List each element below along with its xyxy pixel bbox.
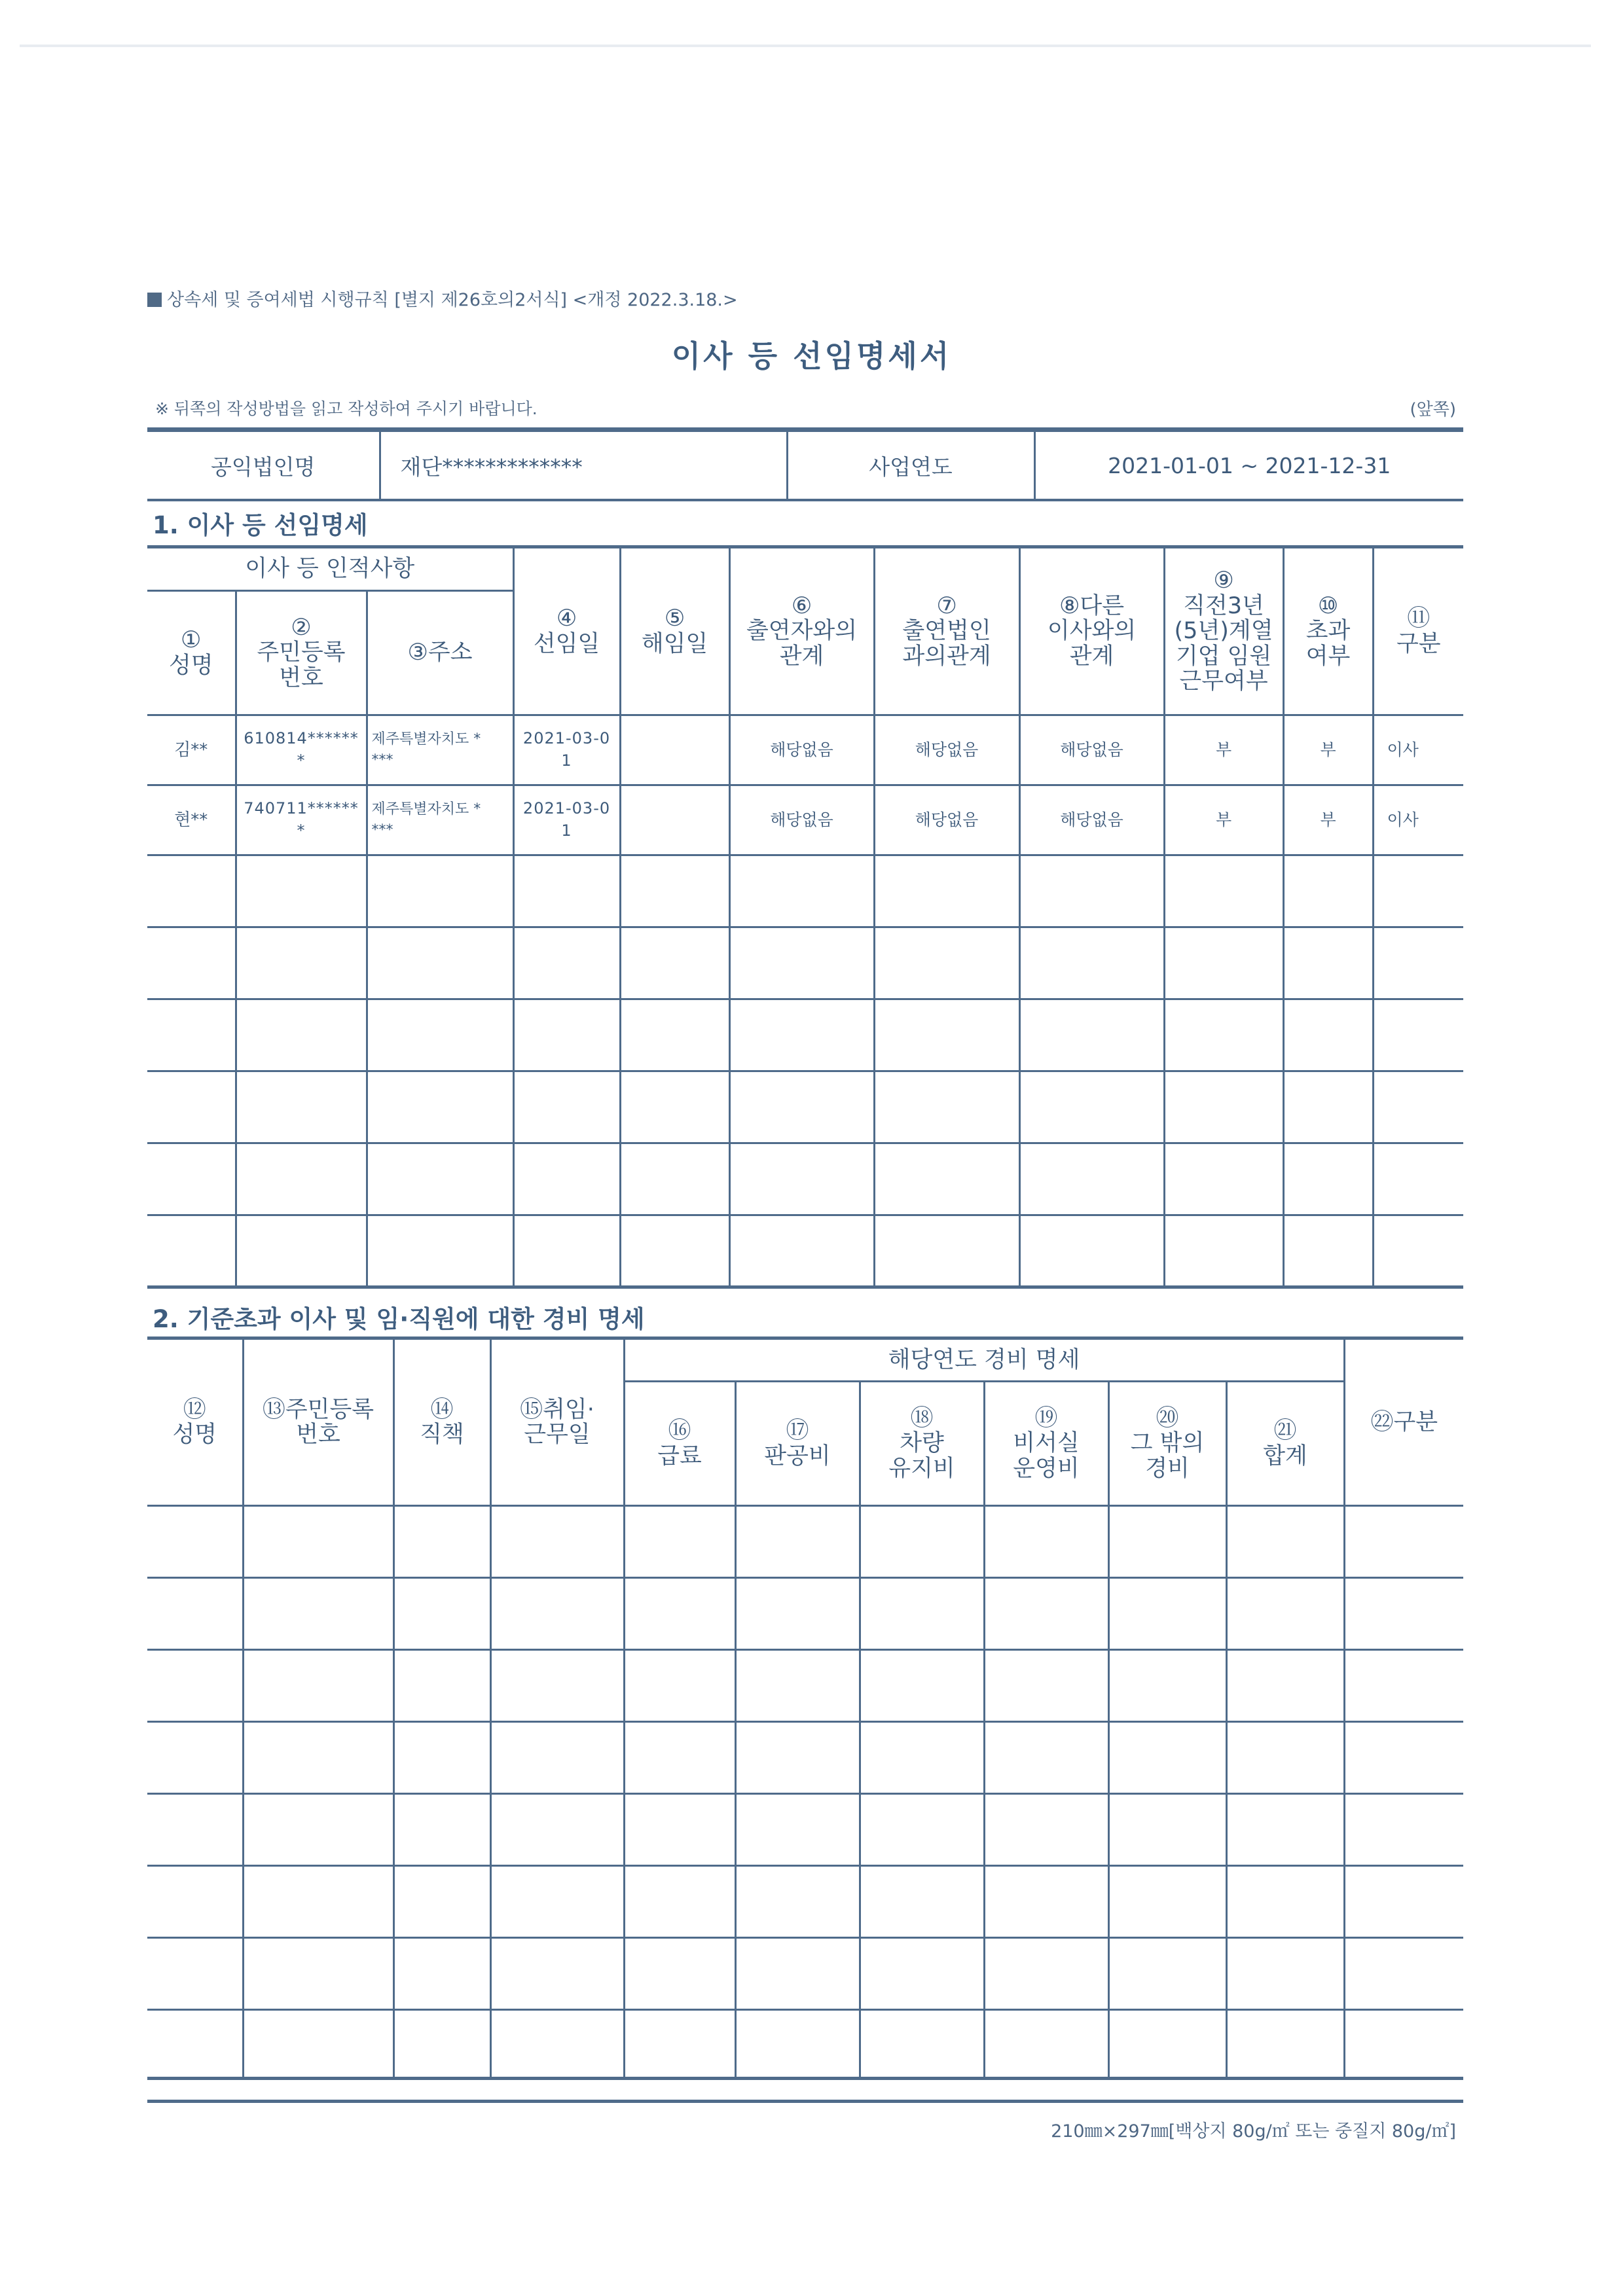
cell-excess: 부 (1283, 785, 1373, 855)
cell-relation-donor: 해당없음 (729, 715, 874, 785)
col-excess: ⑩ 초과 여부 (1283, 547, 1373, 715)
cell-dismissed-date (620, 715, 729, 785)
empty-row (147, 1938, 1463, 2010)
cell-name: 현** (147, 785, 236, 855)
cell-category: 이사 (1373, 715, 1463, 785)
empty-row (147, 927, 1463, 999)
corp-name-label: 공익법인명 (147, 430, 380, 501)
expense-details-table (147, 1336, 1463, 2080)
col-start-date: ⑮취임· 근무일 (490, 1338, 624, 1506)
col-secretariat: ⑲ 비서실 운영비 (984, 1382, 1108, 1506)
col-affiliate-officer: ⑨ 직전3년 (5년)계열 기업 임원 근무여부 (1164, 547, 1283, 715)
col-category: ㉒구분 (1344, 1338, 1463, 1506)
col-category: ⑪ 구분 (1373, 547, 1463, 715)
cell-dismissed-date (620, 785, 729, 855)
empty-row (147, 999, 1463, 1071)
col-position: ⑭ 직책 (393, 1338, 490, 1506)
col-appointed-date: ④ 선임일 (513, 547, 620, 715)
cell-relation-donor: 해당없음 (729, 785, 874, 855)
col-relation-corp: ⑦ 출연법인 과의관계 (874, 547, 1019, 715)
cell-address: 제주특별자치도 * *** (367, 715, 513, 785)
square-bullet-icon (147, 293, 162, 307)
cell-affiliate-officer: 부 (1164, 715, 1283, 785)
fiscal-year-value: 2021-01-01 ~ 2021-12-31 (1034, 430, 1463, 501)
col-address: ③주소 (367, 591, 513, 715)
cell-address: 제주특별자치도 * *** (367, 785, 513, 855)
empty-row (147, 1215, 1463, 1287)
cell-name: 김** (147, 715, 236, 785)
cell-category: 이사 (1373, 785, 1463, 855)
col-name: ⑫ 성명 (147, 1338, 243, 1506)
expense-group-header: 해당연도 경비 명세 (624, 1338, 1344, 1382)
empty-row (147, 1578, 1463, 1650)
corporation-info-table (147, 427, 1463, 501)
cell-relation-director: 해당없음 (1019, 715, 1164, 785)
col-relation-donor: ⑥ 출연자와의 관계 (729, 547, 874, 715)
page-title: 이사 등 선임명세서 (671, 338, 952, 374)
empty-row (147, 1506, 1463, 1578)
law-reference (147, 285, 738, 311)
cell-resident-number: 740711****** * (236, 785, 367, 855)
paper-spec: 210㎜×297㎜[백상지 80g/㎡ 또는 중질지 80g/㎡] (1051, 2121, 1456, 2142)
table-row (147, 715, 1463, 785)
personal-info-group-header: 이사 등 인적사항 (147, 547, 513, 591)
col-total: ㉑ 합계 (1226, 1382, 1344, 1506)
col-vehicle: ⑱ 차량 유지비 (860, 1382, 984, 1506)
bottom-rule (147, 2100, 1463, 2103)
col-other-expenses: ⑳ 그 밖의 경비 (1108, 1382, 1226, 1506)
cell-affiliate-officer: 부 (1164, 785, 1283, 855)
cell-relation-corp: 해당없음 (874, 785, 1019, 855)
cell-appointed-date: 2021-03-0 1 (513, 715, 620, 785)
col-salary: ⑯ 급료 (624, 1382, 735, 1506)
cell-relation-corp: 해당없음 (874, 715, 1019, 785)
empty-row (147, 1866, 1463, 1938)
section2-title: 2. 기준초과 이사 및 임·직원에 대한 경비 명세 (153, 1305, 645, 1333)
col-dismissed-date: ⑤ 해임일 (620, 547, 729, 715)
table-row (147, 785, 1463, 855)
col-resident-number: ② 주민등록 번호 (236, 591, 367, 715)
fiscal-year-label: 사업연도 (787, 430, 1034, 501)
section1-title: 1. 이사 등 선임명세 (153, 511, 368, 539)
director-appointment-table (147, 545, 1463, 1289)
law-reference-text: 상속세 및 증여세법 시행규칙 [별지 제26호의2서식] <개정 2022.3.18.> (167, 290, 738, 310)
col-entertainment: ⑰ 판공비 (735, 1382, 860, 1506)
scan-artifact-line (20, 45, 1591, 47)
col-relation-director: ⑧다른 이사와의 관계 (1019, 547, 1164, 715)
col-resident-number: ⑬주민등록 번호 (243, 1338, 393, 1506)
empty-row (147, 2010, 1463, 2079)
corp-name-value: 재단************* (380, 430, 787, 501)
empty-row (147, 1143, 1463, 1215)
cell-excess: 부 (1283, 715, 1373, 785)
empty-row (147, 1071, 1463, 1143)
cell-appointed-date: 2021-03-0 1 (513, 785, 620, 855)
empty-row (147, 1650, 1463, 1722)
empty-row (147, 855, 1463, 927)
col-name: ① 성명 (147, 591, 236, 715)
empty-row (147, 1794, 1463, 1866)
instruction-note: ※ 뒤쪽의 작성방법을 읽고 작성하여 주시기 바랍니다. (155, 399, 538, 418)
cell-relation-director: 해당없음 (1019, 785, 1164, 855)
page-side-label: (앞쪽) (1410, 400, 1456, 420)
empty-row (147, 1722, 1463, 1794)
cell-resident-number: 610814****** * (236, 715, 367, 785)
